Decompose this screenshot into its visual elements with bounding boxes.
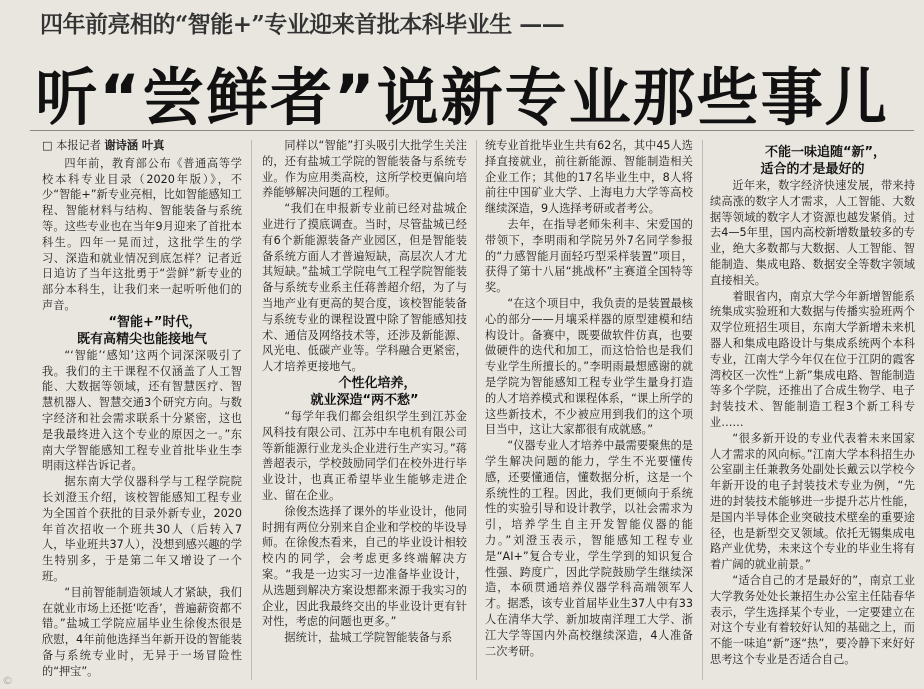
watermark-icon: © — [2, 674, 13, 687]
paragraph: “每学年我们都会组织学生到江苏金风科技有限公司、江苏中车电机有限公司等新能源行业龙头企业进行生产实习。”蒋善超表示，学校鼓励同学们在校外进行毕业设计，也真正希望毕业生能够走进企业、留在企业。 — [262, 409, 467, 502]
byline — [42, 138, 242, 154]
column-divider — [702, 140, 703, 680]
column-3 — [485, 138, 693, 686]
column-divider — [476, 140, 477, 680]
paragraph: “适合自己的才是最好的”，南京工业大学教务处处长兼招生办公室主任陆春华表示，学生选择某个专业，一定要建立在对这个专业有着较好认知的基础之上，而不能一味追“新”逐“热”，要冷静下来好好思考这个专业是否适合自己。 — [710, 573, 915, 666]
paragraph: “在这个项目中，我负责的是装置最核心的部分——月壤采样器的原型建模和结构设计。备赛中，既要做软件仿真，也要做硬件的迭代和加工，而这恰恰也是我们专业学生所擅长的。”李明雨最想感谢的就是学院为智能感知工程专业学生量身打造的人才培养模式和课程体系，“课上所学的这些新技术，不少被应用到我们的这个项目当中，这让大家都很有成就感。” — [485, 296, 693, 437]
paragraph: “很多新开设的专业代表着未来国家人才需求的风向标。”江南大学本科招生办公室副主任兼教务处副处长戴云以学校今年新开设的电子封装技术专业为例，“先进的封装技术能够进一步提升芯片性能，是国内半导体企业突破技术壁垒的重要途径，也是新型交叉领域。依托无锡集成电路产业优势，未来这个专业的毕业生将有着广阔的就业前景。” — [710, 431, 915, 572]
column-divider — [251, 140, 252, 680]
column-1 — [42, 138, 242, 686]
kicker-headline: 四年前亮相的“智能+”专业迎来首批本科毕业生 —— — [40, 11, 565, 38]
paragraph: 徐俊杰选择了课外的毕业设计，他同时拥有两位分别来自企业和学校的毕设导师。在徐俊杰看来，自己的毕业设计相较校内的同学，会考虑更多终端解决方案。“我是一边实习一边准备毕业设计，从选题到解决方案设想都来源于我实习的企业，因此我最终交出的毕业设计更有针对性，考虑的问题也更多。” — [262, 504, 467, 629]
paragraph: 着眼省内，南京大学今年新增智能系统集成实验班和大数据与传播实验班两个双学位班招生项目，东南大学新增未来机器人和集成电路设计与集成系统两个本科专业，江南大学今年仅在位于江阴的霞客湾校区一次性“上新”集成电路、智能制造等多个学院，还推出了合成生物学、电子封装技术、智能制造工程3个新工科专业…… — [710, 289, 915, 429]
subheading: 个性化培养， 就业深造“两不愁” — [310, 375, 419, 408]
paragraph: 据东南大学仪器科学与工程学院院长刘澄玉介绍，该校智能感知工程专业为全国首个获批的目录外新专业，2020年首次招收一个班共30人（后转入7人，毕业班共37人），没想到感兴趣的学生特别多，于是第二年又增设了一个班。 — [42, 475, 242, 583]
column-2 — [262, 138, 467, 686]
column-4 — [710, 138, 915, 686]
headline-rule — [30, 130, 914, 131]
byline-prefix: □ 本报记者 — [42, 139, 101, 152]
paragraph: 据统计，盐城工学院智能装备与系 — [284, 631, 453, 645]
subheading: “智能+”时代， 既有高精尖也能接地气 — [76, 314, 207, 347]
paragraph: 统专业首批毕业生共有62名，其中45人选择直接就业，前往新能源、智能制造相关企业工作；其他的17名毕业生中，8人将前往中国矿业大学、上海电力大学等高校继续深造，9人选择考研或者考公。 — [485, 139, 693, 216]
paragraph: 去年，在指导老师朱利丰、宋爱国的带领下，李明雨和学院另外7名同学参报的“力感智能月面轻巧型采样装置”项目，获得了第十八届“挑战杯”主赛道全国特等奖。 — [485, 217, 693, 295]
paragraph: “我们在申报新专业前已经对盐城企业进行了摸底调查。当时，尽管盐城已经有6个新能源装备产业园区，但是智能装备系统方面人才普遍短缺，高层次人才尤其短缺。”盐城工学院电气工程学院智能装备与系统专业系主任蒋善超介绍，为了与当地产业有更高的契合度，该校智能装备与系统专业的课程设置中除了智能感知技术、通信及网络技术等，还涉及新能源、风光电、低碳产业等。学科融合更紧密，人才培养更接地气。 — [262, 202, 467, 374]
paragraph: “仪器专业人才培养中最需要聚焦的是学生解决问题的能力，学生不光要懂传感，还要懂通信，懂数据分析，这是一个系统性的工程。因此，我们更倾向于系统性的实验引导和设计教学，以社会需求为引，培养学生自主开发智能仪器的能力。”刘澄玉表示，智能感知工程专业是“AI+”复合专业，学生学到的知识复合性强、跨度广，因此学院鼓励学生继续深造，本硕贯通培养仪器学科高端领军人才。据悉，该专业首届毕业生37人中有33人在清华大学、新加坡南洋理工大学、浙江大学等国内外高校继续深造，4人准备二次考研。 — [485, 439, 693, 658]
paragraph: 四年前，教育部公布《普通高等学校本科专业目录（2020年版）》，不少“智能+”新专业亮相，比如智能感知工程、智能材料与结构、智能装备与系统等。这些专业也在当年9月迎来了首批本科生。四年一晃而过，这批学生的学习、深造和就业情况到底怎样？记者近日追访了当年这批勇于“尝鲜”新专业的部分本科生，让我们来一起听听他们的声音。 — [42, 156, 242, 312]
paragraph: “‘智能’‘感知’这两个词深深吸引了我。我们的主干课程不仅涵盖了人工智能、大数据等领域，还有智慧医疗、智慧机器人、智慧交通3个研究方向。与数字经济和社会需求联系十分紧密，这也是我最终进入这个专业的原因之一。”东南大学智能感知工程专业首批毕业生李明雨这样告诉记者。 — [42, 348, 242, 473]
byline-authors: 谢诗涵 叶真 — [104, 139, 165, 152]
main-headline: 听“尝鲜者”说新专业那些事儿 — [35, 61, 889, 134]
paragraph: 近年来，数字经济快速发展，带来持续高涨的数字人才需求，人工智能、大数据等领域的数字人才资源也越发紧俏。过去4—5年里，国内高校新增数量较多的专业，绝大多数都与大数据、人工智能、智能制造、集成电路、数据安全等数字领域直接相关。 — [710, 179, 915, 287]
paragraph: 同样以“智能”打头吸引大批学生关注的，还有盐城工学院的智能装备与系统专业。作为应用类高校，这所学校更偏向培养能够解决问题的工程师。 — [262, 139, 467, 200]
paragraph: “目前智能制造领域人才紧缺，我们在就业市场上还挺‘吃香’，普遍薪资都不错。”盐城工学院应届毕业生徐俊杰很是欣慰，4年前他选择当年新开设的智能装备与系统专业时，无异于一场冒险性的“押宝”。 — [42, 585, 242, 678]
subheading: 不能一味追随“新”， 适合的才是最好的 — [760, 145, 887, 177]
